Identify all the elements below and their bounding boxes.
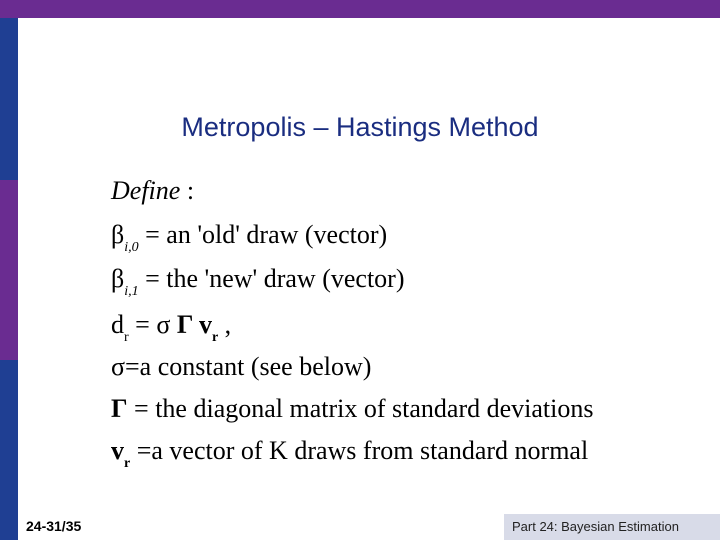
beta-subscript: i,0 [124, 240, 139, 255]
left-bar-segment-top [0, 18, 18, 180]
v-symbol: v [192, 310, 212, 339]
v-symbol: v [111, 436, 124, 465]
page-number: 24-31/35 [26, 518, 82, 534]
v-subscript: r [211, 330, 219, 345]
d-symbol: d [111, 310, 124, 339]
comma: , [218, 310, 232, 339]
equals-sigma: = σ [128, 310, 177, 339]
sigma-text: σ=a constant (see below) [111, 352, 372, 381]
gamma-symbol: Γ [111, 394, 128, 423]
d-subscript: r [124, 330, 129, 345]
left-bar-segment-bottom [0, 360, 18, 540]
v-r-line [111, 438, 588, 471]
gamma-line [111, 396, 593, 422]
beta-new-line [111, 266, 405, 299]
beta-old-line [111, 222, 387, 255]
beta-old-text: = an 'old' draw (vector) [138, 220, 388, 249]
beta-symbol: β [111, 264, 125, 293]
v-r-text: =a vector of K draws from standard normal [130, 436, 589, 465]
define-label: Define [111, 176, 181, 205]
v-subscript: r [124, 456, 131, 471]
define-colon: : [180, 176, 195, 205]
gamma-symbol: Γ [176, 310, 193, 339]
beta-symbol: β [111, 220, 125, 249]
beta-subscript: i,1 [124, 284, 139, 299]
slide-title: Metropolis – Hastings Method [181, 112, 539, 142]
footer-section-label: Part 24: Bayesian Estimation [504, 514, 720, 540]
left-bar-segment-middle [0, 180, 18, 360]
left-accent-bar [0, 18, 18, 540]
define-line [111, 178, 194, 204]
beta-new-text: = the 'new' draw (vector) [138, 264, 405, 293]
sigma-line [111, 354, 371, 380]
d-r-line [111, 312, 231, 345]
gamma-text: = the diagonal matrix of standard deviations [127, 394, 594, 423]
top-accent-bar [0, 0, 720, 18]
